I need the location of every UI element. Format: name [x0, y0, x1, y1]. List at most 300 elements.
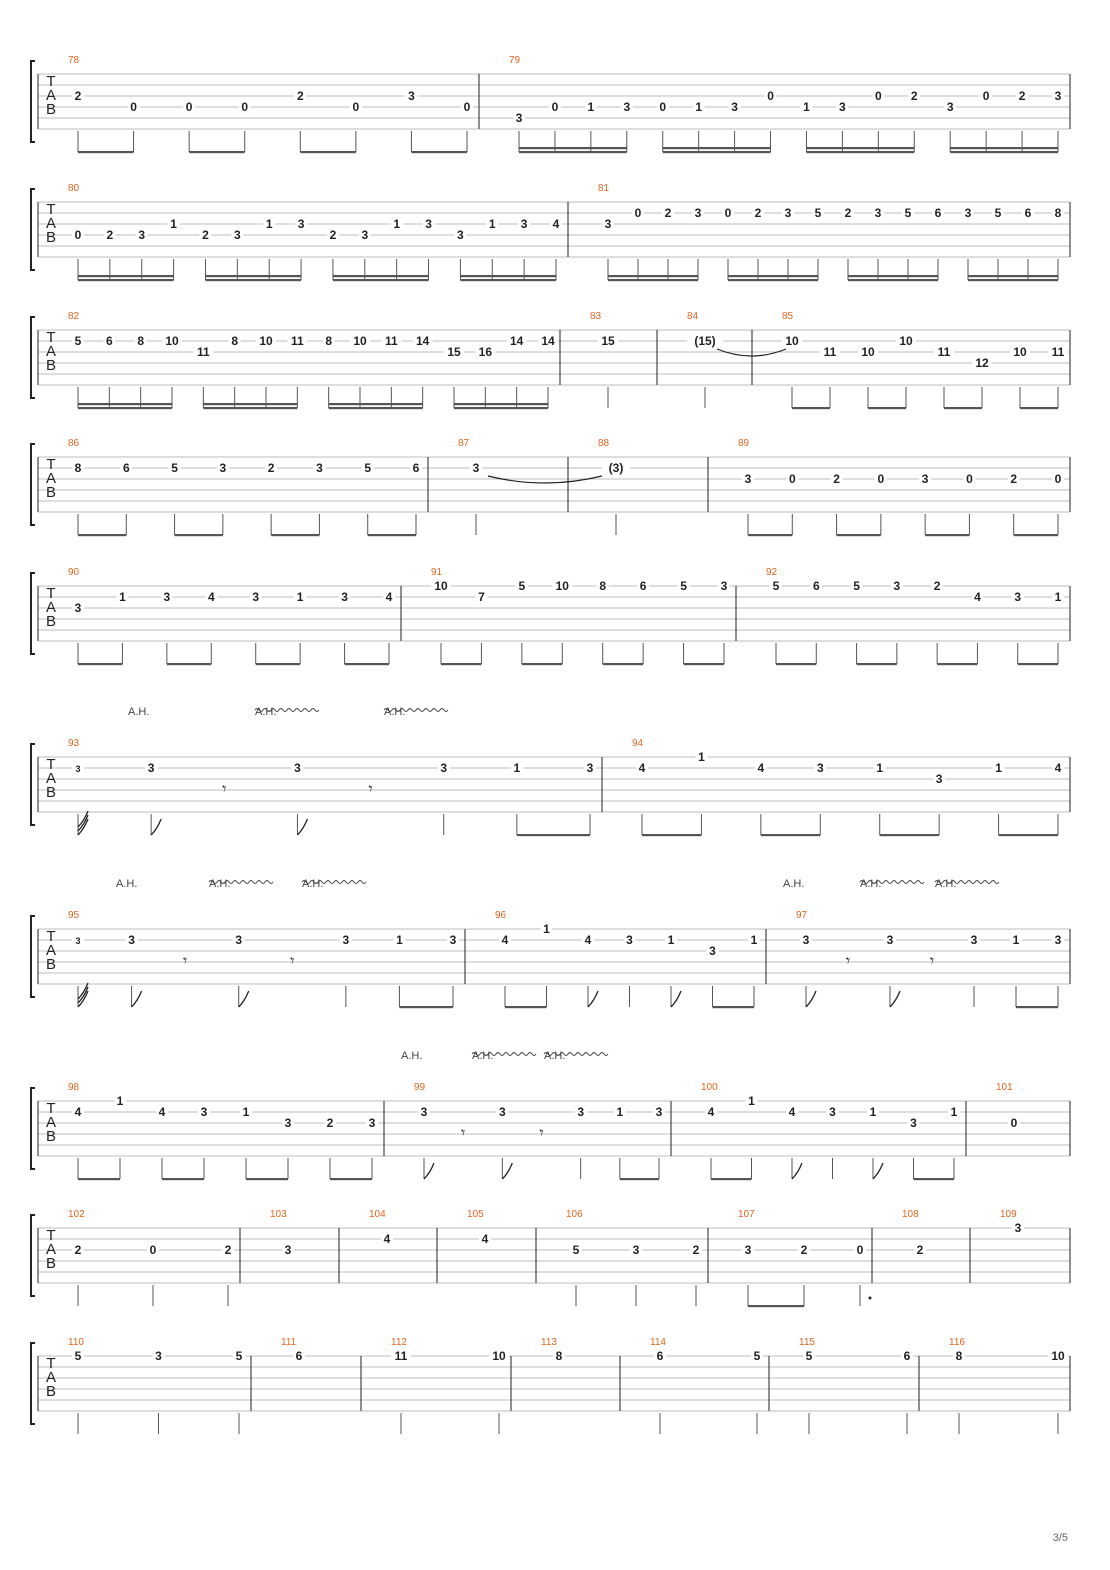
fret-number: 3	[623, 100, 631, 114]
fret-number: 8	[1054, 206, 1062, 220]
fret-number: 0	[551, 100, 559, 114]
fret-number: 2	[1010, 472, 1018, 486]
fret-number: 4	[638, 761, 646, 775]
note-beam	[329, 403, 423, 405]
tab-clef-letter: A	[45, 470, 57, 487]
measure-number: 110	[68, 1337, 84, 1348]
fret-number: 14	[509, 334, 524, 348]
fret-number: 4	[707, 1105, 715, 1119]
measure-number: 83	[590, 311, 602, 322]
fret-number: 1	[170, 217, 177, 231]
artificial-harmonic-label: A.H.	[935, 878, 957, 890]
fret-number: 1	[1012, 933, 1020, 947]
fret-number: 2	[74, 89, 82, 103]
tab-clef-letter: T	[46, 585, 56, 602]
fret-number: 3	[946, 100, 954, 114]
fret-number: 3	[408, 89, 415, 103]
fret-number: 2	[833, 472, 840, 486]
measure-number: 108	[902, 1209, 919, 1220]
fret-number: 4	[1054, 761, 1062, 775]
fret-number: 4	[788, 1105, 796, 1119]
note-beam	[608, 279, 698, 281]
fret-number: 10	[899, 334, 913, 348]
fret-number: 0	[1054, 472, 1062, 486]
fret-number: 3	[744, 472, 752, 486]
measure-number: 80	[68, 183, 80, 194]
system-brace	[31, 744, 35, 825]
measure-number: 78	[68, 55, 80, 66]
fret-number: 3	[829, 1105, 836, 1119]
note-beam	[454, 403, 548, 405]
fret-number: 4	[481, 1232, 489, 1246]
fret-number: 5	[904, 206, 912, 220]
fret-number: 0	[185, 100, 193, 114]
fret-number: 1	[587, 100, 595, 114]
note-flag	[588, 991, 598, 1007]
fret-number: 10	[1051, 1349, 1065, 1363]
fret-number: 3	[744, 1243, 752, 1257]
fret-number: 3	[472, 461, 480, 475]
fret-number: 5	[805, 1349, 813, 1363]
fret-number: 0	[788, 472, 796, 486]
note-beam	[848, 279, 938, 281]
fret-number: 3	[910, 1116, 917, 1130]
note-beam	[806, 147, 914, 149]
note-beam	[642, 834, 701, 836]
note-beam	[441, 663, 481, 665]
fret-number: 11	[290, 334, 304, 348]
fret-number: 5	[680, 579, 687, 593]
note-beam	[806, 151, 914, 153]
fret-number: 3	[655, 1105, 663, 1119]
note-beam	[776, 663, 816, 665]
page-number: 3/5	[1052, 1532, 1068, 1544]
fret-number: 10	[434, 579, 448, 593]
note-beam	[711, 1178, 752, 1180]
note-beam	[271, 534, 319, 536]
fret-number: 10	[165, 334, 179, 348]
note-beam	[167, 663, 211, 665]
tab-clef-letter: T	[46, 1100, 56, 1117]
fret-number: 3	[425, 217, 432, 231]
fret-number: 5	[235, 1349, 243, 1363]
fret-number: 3	[604, 217, 612, 231]
eighth-rest: 𝄾	[461, 1123, 466, 1142]
measure-number: 104	[369, 1209, 386, 1220]
note-flag	[132, 991, 142, 1007]
fret-number: 4	[974, 590, 981, 604]
fret-number: 8	[555, 1349, 563, 1363]
tab-clef-letter: A	[45, 1369, 57, 1386]
dotted-note	[869, 1297, 872, 1300]
artificial-harmonic-label: A.H.	[384, 706, 406, 718]
fret-number: 3	[155, 1349, 162, 1363]
fret-number: 3	[284, 1243, 292, 1257]
tab-clef-letter: A	[45, 215, 57, 232]
artificial-harmonic-label: A.H.	[401, 1050, 423, 1062]
fret-number: 0	[74, 228, 82, 242]
note-beam	[78, 663, 122, 665]
fret-number: 12	[975, 356, 989, 370]
fret-number: 4	[383, 1232, 391, 1246]
fret-number: 11	[384, 334, 398, 348]
measure-number: 97	[796, 910, 808, 921]
note-beam	[78, 407, 172, 409]
fret-number: 0	[352, 100, 360, 114]
note-beam	[205, 279, 301, 281]
note-beam	[517, 834, 590, 836]
fret-number: 3	[138, 228, 146, 242]
fret-number: 4	[757, 761, 765, 775]
fret-number: 6	[934, 206, 942, 220]
fret-number: 1	[698, 750, 705, 764]
tab-clef-letter: B	[45, 101, 57, 118]
fret-number: 0	[966, 472, 973, 486]
fret-number: 0	[767, 89, 774, 103]
fret-number: 1	[1054, 590, 1062, 604]
measure-number: 82	[68, 311, 80, 322]
note-beam	[454, 407, 548, 409]
fret-number: 3	[294, 761, 301, 775]
system-brace	[31, 1088, 35, 1169]
fret-number: 5	[518, 579, 526, 593]
measure-number: 115	[799, 1337, 815, 1348]
fret-number: 3	[632, 1243, 640, 1257]
measure-number: 95	[68, 910, 80, 921]
tab-clef-letter: T	[46, 329, 56, 346]
measure-number: 88	[598, 438, 610, 449]
fret-number: 3	[874, 206, 882, 220]
fret-number: 4	[207, 590, 215, 604]
eighth-rest: 𝄾	[929, 951, 935, 970]
fret-number: 1	[695, 100, 703, 114]
fret-number: 1	[950, 1105, 958, 1119]
eighth-rest: 𝄾	[290, 951, 295, 970]
note-beam	[162, 1178, 204, 1180]
note-beam	[857, 663, 897, 665]
fret-number: 3	[420, 1105, 428, 1119]
note-beam	[999, 834, 1058, 836]
fret-number: 3	[75, 764, 81, 774]
fret-number: 3	[316, 461, 323, 475]
note-beam	[792, 407, 830, 409]
fret-number: 0	[463, 100, 471, 114]
tab-clef-letter: A	[45, 770, 57, 787]
fret-number: 1	[116, 1094, 124, 1108]
fret-number: 6	[105, 334, 113, 348]
measure-number: 103	[270, 1209, 287, 1220]
note-beam	[1018, 663, 1058, 665]
fret-number: 3	[520, 217, 528, 231]
measure-number: 93	[68, 738, 80, 749]
measure-number: 98	[68, 1082, 80, 1093]
fret-number: 1	[543, 922, 550, 936]
fret-number: 3	[720, 579, 728, 593]
measure-number: 84	[687, 311, 699, 322]
measure-number: 91	[431, 567, 443, 578]
artificial-harmonic-label: A.H.	[116, 878, 138, 890]
fret-number: 3	[784, 206, 792, 220]
note-beam	[1014, 534, 1058, 536]
measure-number: 116	[949, 1337, 965, 1348]
tab-clef-letter: T	[46, 1355, 56, 1372]
note-beam	[663, 151, 771, 153]
fret-number: 3	[935, 772, 943, 786]
note-beam	[330, 1178, 372, 1180]
fret-number: 10	[785, 334, 799, 348]
fret-number: 3	[342, 933, 350, 947]
measure-number: 81	[598, 183, 610, 194]
fret-number: 8	[231, 334, 239, 348]
fret-number: 0	[982, 89, 990, 103]
note-beam	[189, 151, 245, 153]
fret-number: 3	[802, 933, 810, 947]
measure-number: 85	[782, 311, 794, 322]
fret-number: 2	[664, 206, 672, 220]
fret-number: 4	[501, 933, 509, 947]
eighth-rest: 𝄾	[222, 779, 227, 798]
note-beam	[944, 407, 982, 409]
note-flag	[424, 1163, 434, 1179]
measure-number: 100	[701, 1082, 718, 1093]
note-beam	[608, 275, 698, 277]
fret-number: 5	[753, 1349, 761, 1363]
note-flag	[890, 991, 900, 1007]
measure-number: 105	[467, 1209, 484, 1220]
fret-number: 3	[1014, 590, 1022, 604]
tab-clef-letter: A	[45, 343, 57, 360]
fret-number: 10	[492, 1349, 506, 1363]
fret-number: 0	[659, 100, 667, 114]
fret-number: 2	[916, 1243, 924, 1257]
fret-number: 3	[440, 761, 448, 775]
fret-number: 2	[296, 89, 304, 103]
tab-clef-letter: T	[46, 1227, 56, 1244]
fret-number: 10	[259, 334, 273, 348]
fret-number: 0	[130, 100, 137, 114]
fret-number: 1	[119, 590, 126, 604]
eighth-rest: 𝄾	[368, 779, 373, 798]
note-beam	[175, 534, 223, 536]
fret-number: 3	[457, 228, 464, 242]
fret-number: 8	[325, 334, 333, 348]
tab-clef-letter: T	[46, 928, 56, 945]
system-brace	[31, 61, 35, 142]
system-brace	[31, 444, 35, 525]
note-beam	[950, 147, 1058, 149]
note-beam	[837, 534, 881, 536]
fret-number: 3	[893, 579, 901, 593]
fret-number: 1	[393, 217, 401, 231]
note-beam	[246, 1178, 288, 1180]
note-beam	[203, 407, 297, 409]
fret-number: 2	[202, 228, 209, 242]
fret-number: 0	[241, 100, 249, 114]
fret-number: 6	[122, 461, 130, 475]
fret-number: 1	[803, 100, 810, 114]
fret-number: 3	[731, 100, 738, 114]
fret-number: 11	[937, 345, 951, 359]
note-beam	[333, 279, 429, 281]
fret-number: 4	[74, 1105, 82, 1119]
fret-number: 2	[844, 206, 852, 220]
fret-number: 1	[995, 761, 1002, 775]
note-flag	[151, 819, 161, 835]
fret-number: 3	[297, 217, 305, 231]
fret-number: 0	[1010, 1116, 1018, 1130]
note-flag	[873, 1163, 883, 1179]
note-beam	[1016, 1006, 1058, 1008]
system-brace	[31, 573, 35, 654]
fret-number: 3	[163, 590, 171, 604]
measure-number: 87	[458, 438, 470, 449]
note-beam	[914, 1178, 955, 1180]
note-flag	[297, 819, 307, 835]
eighth-rest: 𝄾	[183, 951, 188, 970]
artificial-harmonic-label: A.H.	[209, 878, 231, 890]
measure-number: 94	[632, 738, 644, 749]
fret-number: 3	[964, 206, 972, 220]
note-beam	[684, 663, 724, 665]
tab-clef-letter: T	[46, 201, 56, 218]
note-beam	[300, 151, 356, 153]
fret-number: 3	[368, 1116, 376, 1130]
measure-number: 89	[738, 438, 750, 449]
measure-number: 92	[766, 567, 778, 578]
measure-number: 86	[68, 438, 80, 449]
measure-number: 114	[650, 1337, 666, 1348]
fret-number: 5	[814, 206, 822, 220]
note-beam	[868, 407, 906, 409]
fret-number: 5	[772, 579, 780, 593]
note-flag	[671, 991, 681, 1007]
fret-number: 3	[1054, 933, 1062, 947]
fret-number: 3	[75, 936, 81, 946]
system-brace	[31, 189, 35, 270]
fret-number: 5	[994, 206, 1002, 220]
fret-number: 0	[634, 206, 642, 220]
fret-number: 8	[137, 334, 145, 348]
note-beam	[78, 151, 134, 153]
note-beam	[748, 534, 792, 536]
fret-number: 11	[394, 1349, 408, 1363]
fret-number: 3	[577, 1105, 585, 1119]
fret-number: 11	[196, 345, 210, 359]
tab-clef-letter: A	[45, 1241, 57, 1258]
note-beam	[411, 151, 467, 153]
fret-number: 4	[158, 1105, 166, 1119]
note-beam	[663, 147, 771, 149]
fret-number: 3	[1014, 1221, 1022, 1235]
fret-number: 3	[449, 933, 457, 947]
fret-number: 2	[326, 1116, 334, 1130]
fret-number: 1	[242, 1105, 250, 1119]
fret-number: 3	[709, 944, 716, 958]
note-beam	[505, 1006, 547, 1008]
measure-number: 107	[738, 1209, 755, 1220]
measure-number: 112	[391, 1337, 407, 1348]
fret-number: 3	[970, 933, 978, 947]
tab-clef-letter: A	[45, 87, 57, 104]
fret-number: 6	[812, 579, 820, 593]
note-beam	[399, 1006, 453, 1008]
measure-number: 111	[281, 1337, 297, 1348]
note-beam	[728, 275, 818, 277]
fret-number: 1	[667, 933, 675, 947]
measure-number: 99	[414, 1082, 426, 1093]
measure-number: 109	[1000, 1209, 1017, 1220]
fret-number: 3	[233, 228, 241, 242]
fret-number: 8	[599, 579, 607, 593]
measure-number: 79	[509, 55, 521, 66]
fret-number: 10	[353, 334, 367, 348]
tab-clef-letter: B	[45, 229, 57, 246]
artificial-harmonic-label: A.H.	[255, 706, 277, 718]
note-beam	[460, 279, 556, 281]
fret-number: 10	[1013, 345, 1027, 359]
system-brace	[31, 317, 35, 398]
measure-number: 96	[495, 910, 507, 921]
fret-number: 3	[252, 590, 260, 604]
fret-number: 10	[861, 345, 875, 359]
fret-number: 2	[800, 1243, 808, 1257]
fret-number: 5	[171, 461, 178, 475]
eighth-rest: 𝄾	[845, 951, 851, 970]
note-beam	[78, 1178, 120, 1180]
tab-clef-letter: B	[45, 956, 57, 973]
note-beam	[329, 407, 423, 409]
system-brace	[31, 916, 35, 997]
fret-number: 1	[296, 590, 304, 604]
note-flag	[239, 991, 249, 1007]
note-beam	[78, 534, 126, 536]
measure-number: 106	[566, 1209, 583, 1220]
fret-number: 2	[74, 1243, 82, 1257]
fret-number: 2	[329, 228, 337, 242]
fret-number: 3	[341, 590, 348, 604]
fret-number: 1	[869, 1105, 877, 1119]
tab-clef-letter: T	[46, 756, 56, 773]
note-beam	[78, 275, 174, 277]
artificial-harmonic-label: A.H.	[302, 878, 324, 890]
note-beam	[748, 1305, 804, 1307]
fret-number: 7	[478, 590, 485, 604]
note-beam	[256, 663, 300, 665]
fret-number: 1	[748, 1094, 755, 1108]
fret-number: 10	[555, 579, 569, 593]
note-beam	[925, 534, 969, 536]
fret-number: 0	[149, 1243, 157, 1257]
tab-clef-letter: B	[45, 1128, 57, 1145]
system-brace	[31, 1343, 35, 1424]
note-beam	[522, 663, 562, 665]
fret-number: 3	[515, 111, 523, 125]
fret-number: 3	[74, 601, 82, 615]
note-beam	[519, 147, 627, 149]
fret-number: 1	[396, 933, 403, 947]
note-beam	[950, 151, 1058, 153]
fret-number: 3	[498, 1105, 506, 1119]
fret-number: 2	[910, 89, 918, 103]
fret-number: 3	[200, 1105, 208, 1119]
note-beam	[620, 1178, 659, 1180]
tab-clef-letter: T	[46, 456, 56, 473]
fret-number: 5	[853, 579, 860, 593]
fret-number: 3	[128, 933, 135, 947]
tab-clef-letter: A	[45, 942, 57, 959]
measure-number: 90	[68, 567, 80, 578]
note-beam	[78, 279, 174, 281]
